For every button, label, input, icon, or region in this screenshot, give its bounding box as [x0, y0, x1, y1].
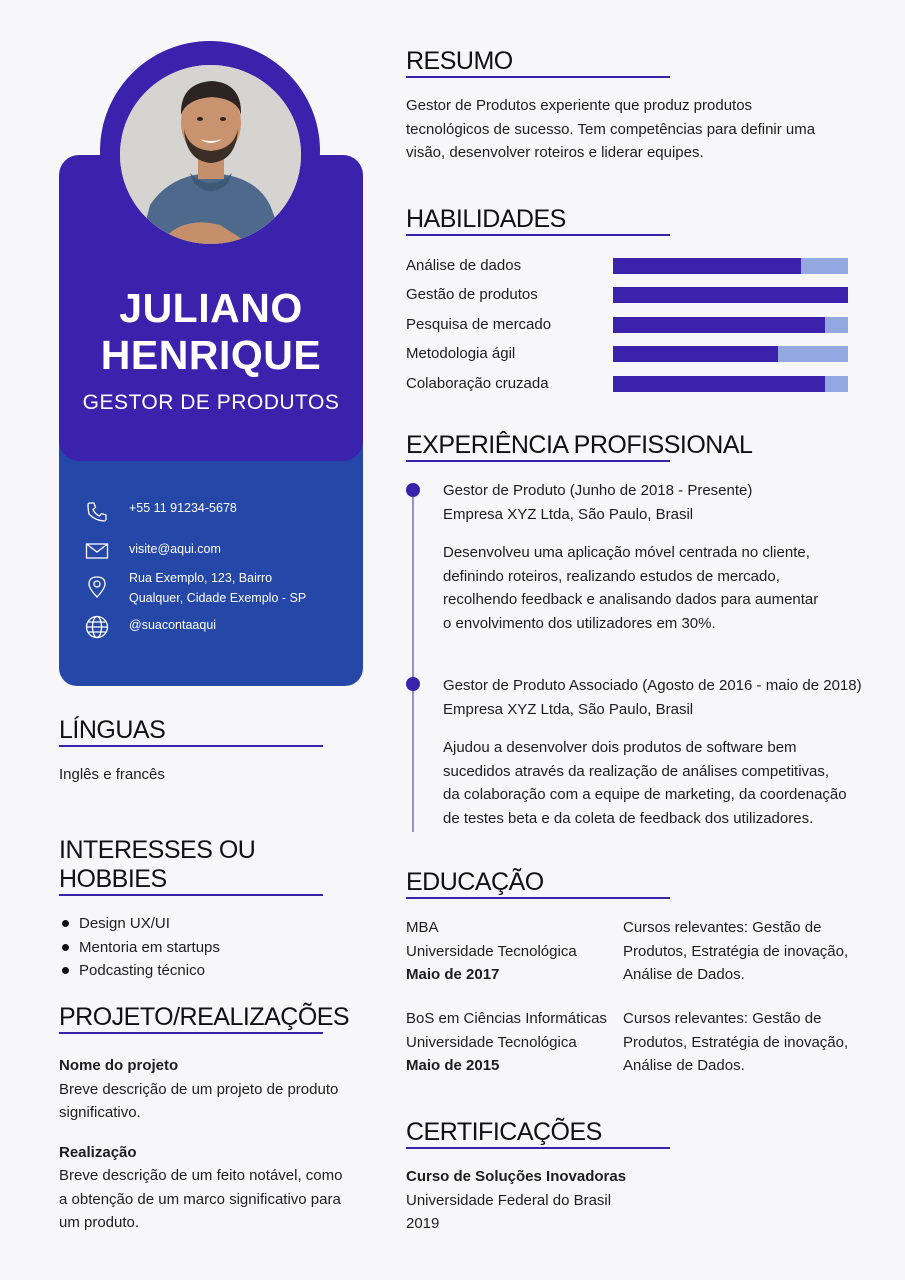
- languages-text: Inglês e francês: [59, 766, 165, 783]
- skills-section: [406, 205, 866, 236]
- experience-timeline: [412, 490, 414, 832]
- phone-text: +55 11 91234-5678: [129, 501, 237, 515]
- address-text: [129, 568, 306, 608]
- education-divider: [406, 897, 670, 899]
- summary-line: tecnológicos de sucesso. Tem competências para definir uma: [406, 120, 816, 138]
- courses-line: Análise de Dados.: [623, 966, 745, 983]
- certification-year: 2019: [406, 1215, 440, 1232]
- skill-bar-fill: [613, 317, 825, 333]
- courses-line: Análise de Dados.: [623, 1057, 745, 1074]
- first-name: JULIANO: [119, 285, 303, 331]
- experience-company: Empresa XYZ Ltda, São Paulo, Brasil: [443, 700, 694, 718]
- skills-title: HABILIDADES: [406, 205, 566, 233]
- education-date: Maio de 2015: [406, 1057, 500, 1074]
- skill-bar: [613, 346, 848, 362]
- education-section: [406, 868, 866, 899]
- hobbies-divider: [59, 894, 323, 896]
- experience-title: EXPERIÊNCIA PROFISSIONAL: [406, 431, 753, 459]
- phone-icon: [85, 500, 109, 524]
- hobbies-title: INTERESSES OU HOBBIES: [59, 836, 256, 893]
- certifications-divider: [406, 1147, 670, 1149]
- experience-item: [443, 479, 883, 635]
- contact-phone[interactable]: [85, 500, 237, 524]
- person-photo-icon: [120, 65, 301, 244]
- location-pin-icon: [85, 575, 109, 599]
- skill-bar: [613, 317, 848, 333]
- projects-title: PROJETO/REALIZAÇÕES: [59, 1003, 350, 1031]
- profile-photo: [120, 65, 301, 244]
- certification-school: Universidade Federal do Brasil: [406, 1191, 612, 1209]
- skill-label: Colaboração cruzada: [406, 375, 549, 392]
- contact-social[interactable]: [85, 615, 217, 639]
- education-degree: BoS em Ciências Informáticas: [406, 1010, 607, 1027]
- experience-desc-line: Ajudou a desenvolver dois produtos de software bem: [443, 739, 797, 756]
- certification-item: [406, 1165, 866, 1236]
- skill-label: Pesquisa de mercado: [406, 316, 552, 333]
- skill-bar: [613, 376, 848, 392]
- achievement-item: [59, 1141, 359, 1235]
- skill-bar-fill: [613, 346, 778, 362]
- skill-row: [406, 256, 848, 276]
- summary-title: RESUMO: [406, 47, 513, 75]
- courses-line: Produtos, Estratégia de inovação,: [623, 1033, 849, 1051]
- achievement-heading: Realização: [59, 1143, 137, 1161]
- courses-line: Cursos relevantes: Gestão de: [623, 919, 822, 936]
- skill-label: Análise de dados: [406, 257, 522, 274]
- summary-section: [406, 47, 866, 165]
- skills-list: [406, 256, 848, 396]
- skill-bar: [613, 258, 848, 274]
- skill-row: [406, 374, 848, 394]
- experience-role: Gestor de Produto (Junho de 2018 - Presente): [443, 482, 753, 499]
- skill-bar-fill: [613, 376, 825, 392]
- experience-desc: [443, 541, 883, 635]
- email-text: visite@aqui.com: [129, 542, 221, 556]
- projects-divider: [59, 1032, 323, 1034]
- experience-desc-line: recolhendo feedback e analisando dados para aumentar: [443, 591, 819, 608]
- certification-name: Curso de Soluções Inovadoras: [406, 1168, 627, 1185]
- experience-desc-line: o envolvimento dos utilizadores em 30%.: [443, 614, 716, 632]
- last-name: HENRIQUE: [100, 332, 322, 378]
- mail-icon: [85, 539, 109, 563]
- languages-title: LÍNGUAS: [59, 716, 166, 744]
- contact-email[interactable]: [85, 539, 221, 563]
- skill-row: [406, 315, 848, 335]
- courses-line: Produtos, Estratégia de inovação,: [623, 942, 849, 960]
- summary-text: [406, 94, 866, 165]
- skill-label: Gestão de produtos: [406, 286, 538, 303]
- address-line-2: Qualquer, Cidade Exemplo - SP: [129, 591, 307, 605]
- experience-section: [406, 431, 866, 462]
- projects-section: [59, 1003, 359, 1235]
- courses-line: Cursos relevantes: Gestão de: [623, 1010, 822, 1027]
- summary-line: Gestor de Produtos experiente que produz produtos: [406, 97, 753, 114]
- hobby-item: Design UX/UI: [59, 912, 323, 936]
- skills-divider: [406, 234, 670, 236]
- summary-line: visão, desenvolver roteiros e liderar equipes.: [406, 144, 704, 161]
- summary-divider: [406, 76, 670, 78]
- contact-card: [59, 440, 363, 686]
- languages-divider: [59, 745, 323, 747]
- experience-desc-line: de testes beta e da coleta de feedback dos utilizadores.: [443, 809, 814, 827]
- experience-item: [443, 674, 883, 830]
- skill-row: [406, 285, 848, 305]
- globe-icon: [85, 615, 109, 639]
- education-title: EDUCAÇÃO: [406, 868, 544, 896]
- job-title: GESTOR DE PRODUTOS: [82, 391, 340, 414]
- address-line-1: Rua Exemplo, 123, Bairro: [129, 571, 273, 585]
- skill-bar: [613, 287, 848, 303]
- experience-desc-line: definindo roteiros, realizando estudos de mercado,: [443, 567, 780, 585]
- timeline-dot: [406, 483, 420, 497]
- languages-section: [59, 716, 323, 787]
- social-text: @suacontaaqui: [129, 618, 217, 632]
- achievement-desc-line: um produto.: [59, 1214, 140, 1231]
- experience-desc-line: Desenvolveu uma aplicação móvel centrada no cliente,: [443, 544, 810, 561]
- education-item: [406, 1007, 621, 1078]
- education-school: Universidade Tecnológica: [406, 942, 577, 960]
- hobbies-section: [59, 836, 323, 983]
- skill-bar-fill: [613, 287, 848, 303]
- hobby-item: Mentoria em startups: [59, 936, 323, 960]
- education-degree: MBA: [406, 919, 439, 936]
- experience-desc: [443, 736, 883, 830]
- profile-name: [59, 285, 363, 379]
- project-desc-line: significativo.: [59, 1104, 141, 1121]
- project-item: [59, 1054, 359, 1125]
- experience-divider: [406, 460, 670, 462]
- project-desc-line: Breve descrição de um projeto de produto: [59, 1080, 339, 1098]
- achievement-desc-line: Breve descrição de um feito notável, como: [59, 1167, 343, 1184]
- education-date: Maio de 2017: [406, 966, 500, 983]
- hobbies-list: [59, 912, 323, 983]
- education-school: Universidade Tecnológica: [406, 1033, 577, 1051]
- achievement-desc-line: a obtenção de um marco significativo para: [59, 1190, 341, 1208]
- education-courses: [623, 1007, 883, 1078]
- contact-address[interactable]: [85, 571, 307, 605]
- project-heading: Nome do projeto: [59, 1057, 179, 1074]
- skill-label: Metodologia ágil: [406, 345, 516, 362]
- education-courses: [623, 916, 883, 987]
- skill-row: [406, 344, 848, 364]
- experience-role: Gestor de Produto Associado (Agosto de 2016 - maio de 2018): [443, 677, 862, 694]
- experience-desc-line: da colaboração com a equipe de marketing, da coordenação: [443, 786, 847, 803]
- certifications-section: [406, 1118, 866, 1236]
- experience-company: Empresa XYZ Ltda, São Paulo, Brasil: [443, 505, 694, 523]
- experience-desc-line: sucedidos através da realização de análises competitivas,: [443, 762, 830, 780]
- education-item: [406, 916, 621, 987]
- timeline-dot: [406, 677, 420, 691]
- hobby-item: Podcasting técnico: [59, 959, 323, 983]
- skill-bar-fill: [613, 258, 801, 274]
- certifications-title: CERTIFICAÇÕES: [406, 1118, 602, 1146]
